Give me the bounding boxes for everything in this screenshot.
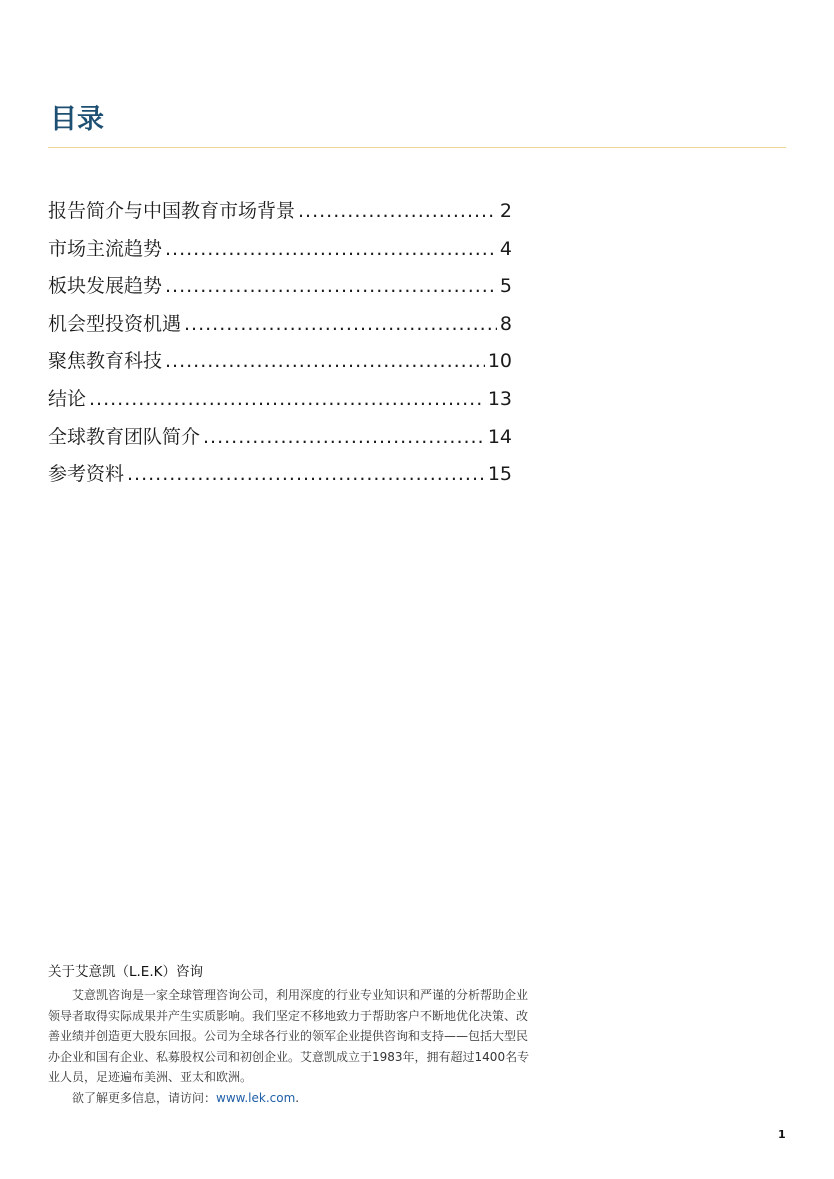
toc-entry[interactable]: [48, 344, 512, 382]
toc-entry[interactable]: [48, 269, 512, 307]
toc-entry[interactable]: [48, 194, 512, 232]
toc-entry-page: 13: [487, 387, 512, 410]
page-number: 1: [778, 1128, 786, 1141]
toc-dot-leader: [298, 194, 497, 228]
toc-entry-page: 8: [499, 312, 512, 335]
toc-entry[interactable]: [48, 307, 512, 345]
toc-entry[interactable]: [48, 457, 512, 495]
about-body: 艾意凯咨询是一家全球管理咨询公司，利用深度的行业专业知识和严谨的分析帮助企业领导者取得实际成果并产生实质影响。我们坚定不移地致力于帮助客户不断地优化决策、改善业绩并创造更大股东回报。公司为全球各行业的领军企业提供咨询和支持——包括大型民办企业和国有企业、私募股权公司和初创企业。艾意凯成立于1983年，拥有超过1400名专业人员，足迹遍布美洲、亚太和欧洲。: [48, 988, 530, 1085]
toc-dot-leader: [89, 382, 485, 416]
toc-entry-page: 2: [499, 200, 512, 222]
toc-entry[interactable]: [48, 420, 512, 458]
toc-entry-page: 15: [487, 463, 512, 486]
toc-entry-label: 市场主流趋势: [48, 237, 163, 260]
toc-entry[interactable]: [48, 232, 512, 270]
title-divider: [48, 147, 786, 148]
toc-entry[interactable]: [48, 382, 512, 420]
toc-entry-label: 全球教育团队简介: [48, 425, 201, 448]
toc-entry-label: 聚焦教育科技: [48, 350, 163, 373]
website-link[interactable]: www.lek.com: [216, 1090, 296, 1105]
toc-entry-label: 结论: [48, 387, 87, 410]
toc-entry-page: 14: [487, 425, 512, 448]
toc-dot-leader: [165, 232, 497, 266]
about-section: [48, 962, 538, 1109]
toc-dot-leader: [165, 269, 497, 303]
toc-dot-leader: [184, 307, 497, 341]
toc-entry-label: 机会型投资机遇: [48, 312, 182, 335]
toc-entry-label: 板块发展趋势: [48, 275, 163, 298]
about-heading: 关于艾意凯（L.E.K）咨询: [48, 964, 203, 980]
toc-entry-label: 报告简介与中国教育市场背景: [48, 200, 296, 222]
toc-entry-label: 参考资料: [48, 463, 125, 486]
toc-entry-page: 4: [499, 237, 512, 260]
table-of-contents: [48, 194, 512, 495]
toc-dot-leader: [127, 457, 485, 491]
about-visit-prefix: 欲了解更多信息，请访问：: [72, 1090, 217, 1105]
toc-entry-page: 10: [487, 350, 512, 373]
toc-dot-leader: [203, 420, 485, 454]
about-visit-line: [48, 1088, 538, 1109]
toc-entry-page: 5: [499, 275, 512, 298]
toc-dot-leader: [165, 344, 485, 378]
page-title: 目录: [50, 104, 104, 135]
about-visit-suffix: .: [295, 1090, 300, 1105]
